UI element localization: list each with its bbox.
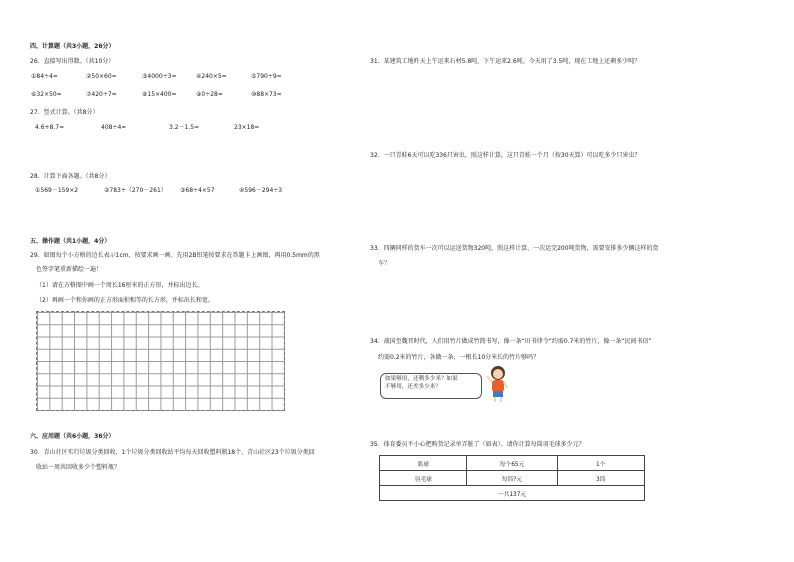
speech-bubble bbox=[380, 373, 482, 399]
q29-line-2: 色签字笔重新描绘一遍！ bbox=[36, 266, 103, 273]
q26-item: ⑩88×73≈ bbox=[251, 91, 282, 98]
q26-item: ④240×5= bbox=[196, 73, 227, 80]
q26-item: ①84÷4= bbox=[31, 73, 58, 80]
q29-sub-2: （2）再画一个和你画的正方形面积相等的长方形，并标出长和宽。 bbox=[36, 297, 214, 304]
q26-item: ⑥32×50= bbox=[31, 91, 62, 98]
q30-line-2: 收站一周共回收多少个塑料瓶？ bbox=[36, 464, 121, 471]
q27-item: 3.2－1.5= bbox=[169, 124, 200, 131]
q31-text: 31．某建筑工地昨天上午运来石材5.8吨，下午运来2.6吨。今天用了3.5吨，现在工地上还剩多少吨？ bbox=[370, 58, 641, 65]
q29-sub-1: （1）请在方格图中画一个周长16厘米的正方形，并标出边长。 bbox=[36, 282, 204, 289]
table-cell: 羽毛球 bbox=[380, 471, 467, 486]
girl-illustration bbox=[484, 364, 512, 404]
table-row bbox=[380, 486, 645, 501]
q28-item: ①569－159×2 bbox=[35, 187, 79, 194]
q32-text: 32．一只青蛙6天可以吃336只害虫，照这样计算，这只青蛙一个月（按30天算）可以吃多少只害虫？ bbox=[370, 152, 641, 159]
q30-line-1: 30．青山社区实行垃圾分类回收，1个垃圾分类回收站平均每天回收塑料瓶18个，青山社区23个垃圾分类回 bbox=[30, 449, 315, 456]
q34-line-1: 34．战国至魏晋时代，人们用竹片做成竹简书写，像一条“田书律令”约需0.7米的竹片，像一条“民间书信” bbox=[370, 338, 652, 345]
q28-item: ②783÷（270－261） bbox=[104, 187, 167, 194]
q26-item: ③4000÷3= bbox=[142, 73, 177, 80]
table-total: 一共137元 bbox=[380, 486, 645, 501]
section-5-title: 五、操作题（共1小题，4分） bbox=[30, 238, 111, 245]
table-cell: 每筒?元 bbox=[467, 471, 557, 486]
q33-line-1: 33．四辆同样的货车一次可以运送货物320吨，照这样计算，一次运完200吨货物，需要安排多少辆这样的货 bbox=[370, 245, 659, 252]
bubble-line-2: 不够用，还差多少米？ bbox=[385, 383, 441, 390]
q27-item: 408÷4= bbox=[101, 124, 127, 131]
purchase-table bbox=[379, 455, 645, 501]
bubble-line-1: 如果够用，还剩多少米？如果 bbox=[385, 376, 458, 382]
q26-item: ⑦420÷7= bbox=[86, 91, 117, 98]
q29-line-1: 29．如图每个小方格的边长表示1cm，按要求画一画。先用2B铅笔按要求在答题卡上画图，再用0.5mm的黑 bbox=[30, 252, 320, 259]
q33-line-2: 车？ bbox=[378, 260, 391, 267]
table-row bbox=[380, 471, 645, 486]
q27-item: 4.6+8.7= bbox=[35, 124, 65, 131]
q27-item: 23×18= bbox=[234, 124, 260, 131]
q28-item: ④596－294÷3 bbox=[239, 187, 283, 194]
q26-item: ⑨0÷28= bbox=[196, 91, 223, 98]
q28-item: ③68÷4×57 bbox=[180, 187, 215, 194]
section-6-title: 六、应用题（共6小题，36分） bbox=[30, 433, 115, 440]
table-cell: 3筒 bbox=[557, 471, 644, 486]
q35-stem: 35．体育委员不小心把购货记录单弄脏了（如表）。请你计算每筒羽毛球多少元？ bbox=[370, 441, 585, 448]
q34-line-2: 约需0.2米的竹片，各做一条，一根长10分米长的竹片够吗？ bbox=[378, 354, 540, 361]
q26-item: ⑧15×400= bbox=[142, 91, 177, 98]
table-row bbox=[380, 456, 645, 471]
table-cell: 篮球 bbox=[380, 456, 467, 471]
table-cell: 每个65元 bbox=[467, 456, 557, 471]
table-cell: 1个 bbox=[557, 456, 644, 471]
square-grid bbox=[36, 311, 285, 411]
q26-item: ②50×60= bbox=[86, 73, 117, 80]
q27-stem: 27．竖式计算。（共8分） bbox=[30, 109, 99, 116]
q26-stem: 26．直接写出得数。（共10分） bbox=[30, 58, 115, 65]
q28-stem: 28．计算下面各题。（共8分） bbox=[30, 173, 111, 180]
q26-item: ⑤790÷9≈ bbox=[251, 73, 282, 80]
section-4-title: 四、计算题（共3小题，26分） bbox=[30, 43, 115, 50]
